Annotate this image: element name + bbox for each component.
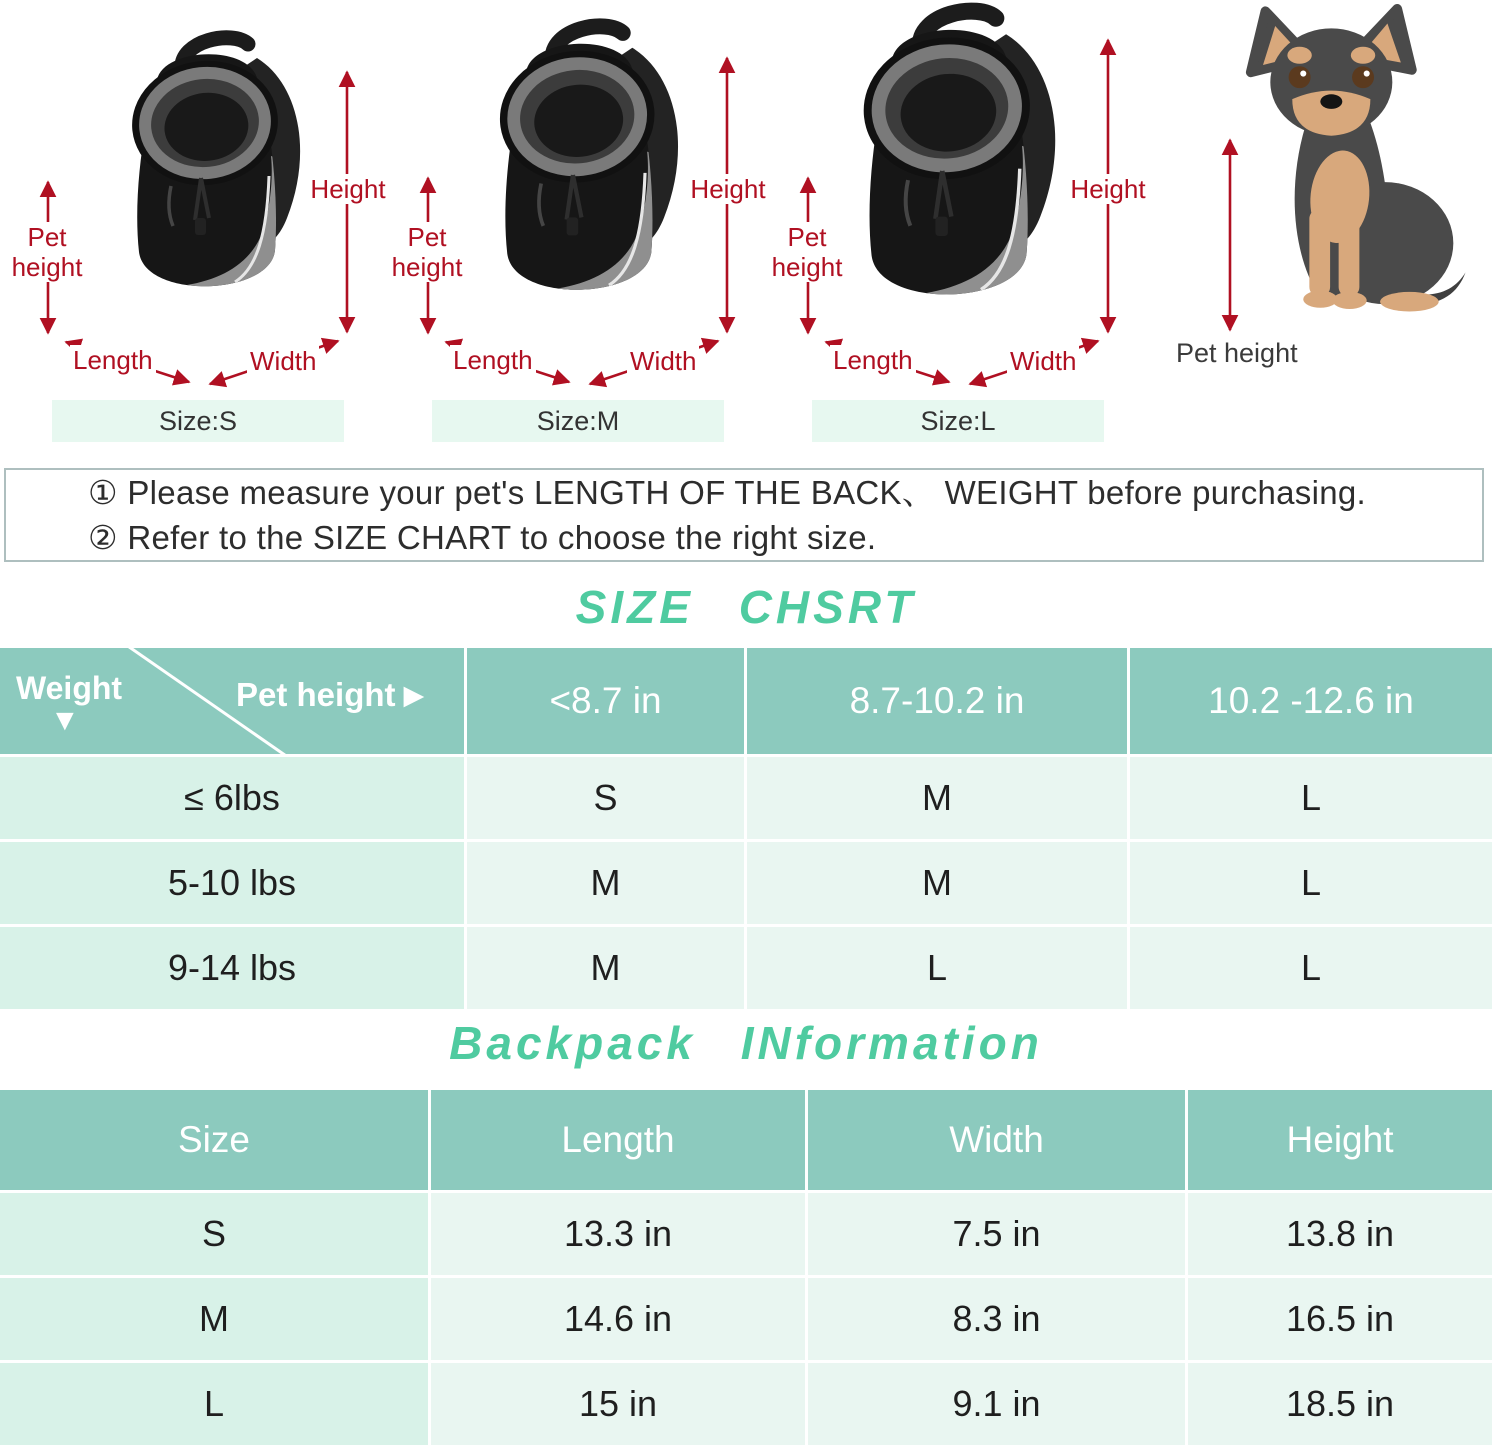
arrow-down-icon: ▼ (50, 704, 80, 737)
col-header: 8.7-10.2 in (747, 648, 1127, 754)
size-chart-table (0, 648, 1492, 1009)
pet-height-label: Pet height (8, 222, 86, 282)
size-chart-cell: M (747, 842, 1127, 924)
width-label: Width (627, 346, 699, 376)
col-header: Length (431, 1090, 805, 1190)
row-label: L (0, 1363, 428, 1445)
row-label: ≤ 6lbs (0, 757, 464, 839)
note-line-1: ① Please measure your pet's LENGTH OF THE BACK、 WEIGHT before purchasing. (88, 473, 1367, 511)
weight-axis-label: Weight (16, 670, 123, 706)
size-chart-cell: S (467, 757, 744, 839)
pet-height-axis (236, 676, 424, 714)
size-chart-corner-cell (0, 648, 464, 754)
size-chart-cell: L (1130, 757, 1492, 839)
length-label: Length (450, 345, 536, 375)
note-line-2: ② Refer to the SIZE CHART to choose the right size. (88, 518, 877, 556)
size-badge-s-label: Size:S (158, 405, 238, 436)
backpack-info-table (0, 1090, 1492, 1445)
col-header: Height (1188, 1090, 1492, 1190)
pet-height-label: Pet height (388, 222, 466, 282)
size-badge-s (52, 400, 344, 442)
dog-figure (1140, 0, 1492, 460)
dog-illustration (1140, 0, 1492, 460)
dog-pet-height-label: Pet height (1176, 338, 1298, 368)
size-chart-cell: L (1130, 842, 1492, 924)
figure-size-s (0, 0, 386, 460)
info-cell: 13.3 in (431, 1193, 805, 1275)
row-label: 5-10 lbs (0, 842, 464, 924)
info-cell: 13.8 in (1188, 1193, 1492, 1275)
col-header: <8.7 in (467, 648, 744, 754)
info-cell: 18.5 in (1188, 1363, 1492, 1445)
height-label: Height (1070, 174, 1146, 204)
size-badge-l-label: Size:L (920, 405, 996, 436)
figure-size-l (760, 0, 1146, 460)
row-label: 9-14 lbs (0, 927, 464, 1009)
info-cell: 7.5 in (808, 1193, 1185, 1275)
size-chart-cell: M (747, 757, 1127, 839)
height-label: Height (690, 174, 766, 204)
purchase-notes-box (4, 468, 1484, 562)
size-chart-title: SIZE CHSRT (575, 581, 917, 633)
info-cell: 9.1 in (808, 1363, 1185, 1445)
length-label: Length (830, 345, 916, 375)
figure-size-m (380, 0, 766, 460)
width-label: Width (1007, 346, 1079, 376)
size-chart-cell: M (467, 842, 744, 924)
col-header: 10.2 -12.6 in (1130, 648, 1492, 754)
pet-height-axis-label: Pet height (236, 676, 396, 713)
size-badge-l (812, 400, 1104, 442)
pet-height-label: Pet height (768, 222, 846, 282)
info-cell: 8.3 in (808, 1278, 1185, 1360)
size-badge-m-label: Size:M (536, 405, 620, 436)
width-label: Width (247, 346, 319, 376)
arrow-right-icon: ▶ (403, 679, 425, 710)
info-cell: 15 in (431, 1363, 805, 1445)
size-chart-cell: L (747, 927, 1127, 1009)
info-cell: 16.5 in (1188, 1278, 1492, 1360)
col-header: Width (808, 1090, 1185, 1190)
length-label: Length (70, 345, 156, 375)
size-chart-cell: M (467, 927, 744, 1009)
info-cell: 14.6 in (431, 1278, 805, 1360)
col-header: Size (0, 1090, 428, 1190)
row-label: S (0, 1193, 428, 1275)
row-label: M (0, 1278, 428, 1360)
size-chart-cell: L (1130, 927, 1492, 1009)
height-label: Height (310, 174, 386, 204)
size-badge-m (432, 400, 724, 442)
backpack-info-title: Backpack INformation (449, 1017, 1043, 1069)
